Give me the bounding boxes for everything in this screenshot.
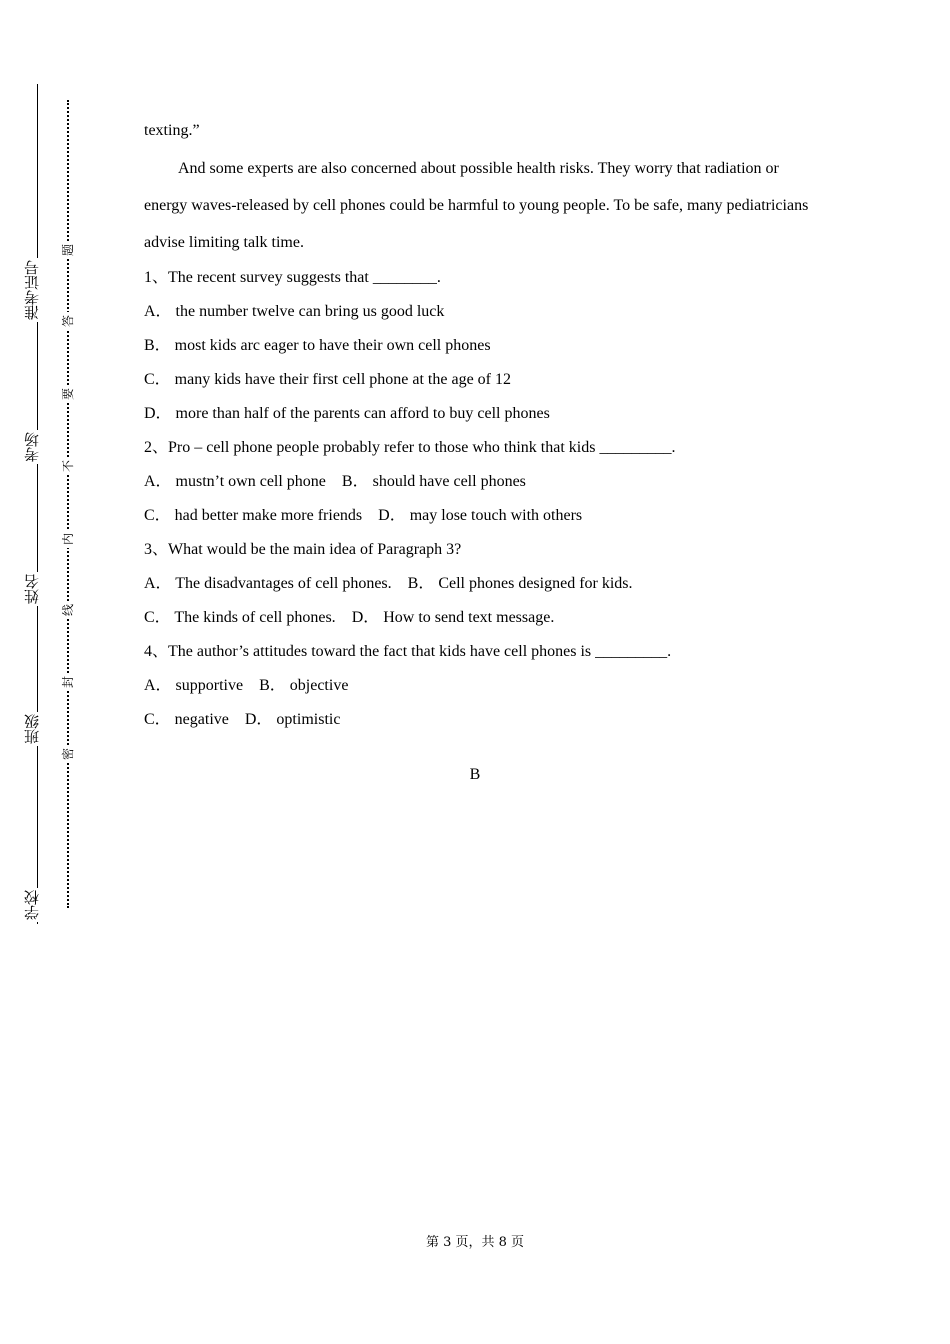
margin-char: 内 [60,530,76,548]
option: C． negative [144,711,229,728]
option-line [144,669,824,703]
option-line [144,397,824,431]
option: B． should have cell phones [341,473,526,490]
option: B． objective [259,677,349,694]
option-line [144,329,824,363]
option-line [144,499,824,533]
margin-char: 封 [60,673,76,691]
question-stem: 3、What would be the main idea of Paragraph 3? [144,541,462,558]
margin-char: 线 [60,601,76,619]
option-line [144,295,824,329]
question-stem: 2、Pro – cell phone people probably refer to those who think that kids _________. [144,439,676,456]
option: D． more than half of the parents can afford to buy cell phones [144,405,550,422]
question-stem: 1、The recent survey suggests that ________. [144,269,441,286]
question-stem: 4、The author’s attitudes toward the fact that kids have cell phones is _________. [144,643,672,660]
option: B． Cell phones designed for kids. [407,575,633,592]
option-line [144,601,824,635]
option: D． How to send text message. [351,609,555,626]
option: C． The kinds of cell phones. [144,609,336,626]
passage-and-questions [144,118,824,737]
option: A． the number twelve can bring us good luck [144,303,445,320]
margin-char: 要 [60,385,76,403]
binding-solid-line [37,84,38,924]
passage-line-end: texting.” [144,122,200,139]
option: B． most kids arc eager to have their own cell phones [144,337,491,354]
name-label: 姓名 [18,572,46,606]
option: D． may lose touch with others [378,507,583,524]
option: C． many kids have their first cell phone at the age of 12 [144,371,512,388]
option-line [144,567,824,601]
option: D． optimistic [244,711,341,728]
margin-char: 密 [60,745,76,763]
exam-room-label: 考场 [18,430,46,464]
margin-char: 题 [60,241,76,259]
option-line [144,703,824,737]
margin-char: 答 [60,312,76,330]
passage-paragraph: And some experts are also concerned about possible health risks. They worry that radiation or energy waves-released by cell phones could be harmful to young people. To be safe, many pediatricians advise limiting talk time. [144,160,809,251]
option-line [144,363,824,397]
binding-dotted-line [67,100,69,908]
section-label: B [469,766,481,783]
exam-number-label: 准考证号 [18,258,46,322]
option: A． The disadvantages of cell phones. [144,575,392,592]
school-label: 学校 [18,888,46,922]
option: C． had better make more friends [144,507,363,524]
margin-char: 不 [60,457,76,475]
option-line [144,465,824,499]
option: A． mustn’t own cell phone [144,473,326,490]
option: A． supportive [144,677,244,694]
page-footer: 第 3 页，共 8 页 [425,1235,525,1250]
class-label: 班级 [18,712,46,746]
